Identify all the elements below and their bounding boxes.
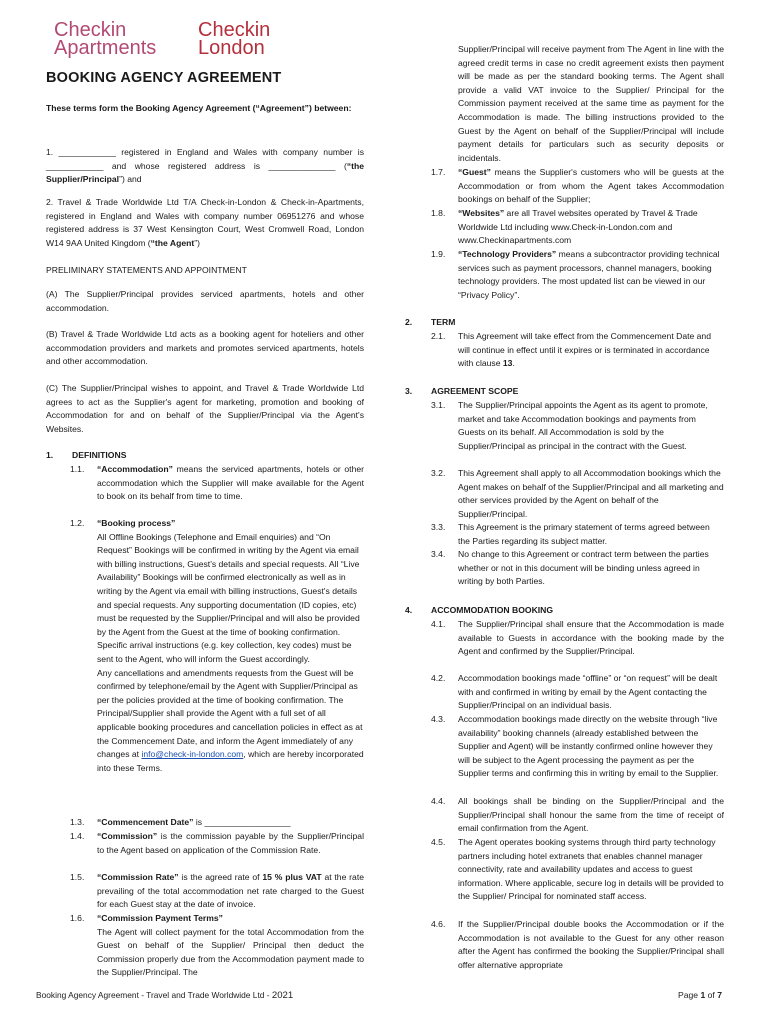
prelim-a: (A) The Supplier/Principal provides serviced apartments, hotels and other accommodation. — [46, 289, 364, 313]
document-title: BOOKING AGENCY AGREEMENT — [46, 70, 282, 86]
email-link[interactable]: info@check-in-london.com — [141, 749, 244, 760]
prelim-c: (C) The Supplier/Principal wishes to appoint, and Travel & Trade Worldwide Ltd agrees to act as the Supplier's agent for marketing, promotion and booking of Accommodation for and on behalf of the Supplier/Principal via the Agent's Websites. — [46, 383, 364, 434]
checkin-london-logo: Checkin London — [198, 19, 271, 59]
party-supplier: 1. ____________ registered in England and Wales with company number is ____________ and whose registered address is ______________ (“the Supplier/Principal”) and — [46, 147, 364, 185]
intro-text: These terms form the Booking Agency Agreement (“Agreement”) between: — [46, 103, 352, 113]
prelim-b: (B) Travel & Trade Worldwide Ltd acts as a booking agent for hoteliers and other accommodation providers and markets and promotes serviced apartments, hotels and other accommodation. — [46, 329, 364, 367]
footer-document-label: Booking Agency Agreement - Travel and Trade Worldwide Ltd - 2021 — [36, 990, 294, 1001]
checkin-apartments-logo: Checkin Apartments — [54, 19, 157, 59]
prelim-heading: PRELIMINARY STATEMENTS AND APPOINTMENT — [46, 265, 247, 275]
party-agent: 2. Travel & Trade Worldwide Ltd T/A Check-in-London & Check-in-Apartments, registered in England and Wales with company number 06951276 and whose registered address is 37 West Kensington Court, West Cromwell Road, London W14 9AA United Kingdom (“the Agent”) — [46, 197, 364, 248]
document-page: Checkin Apartments Checkin London BOOKING AGENCY AGREEMENT These terms form the Booking Agency Agreement (“Agreement”) between: 1. ____________ registered in England and Wales with company number is ____________ and whose registered address is ______________ (“the Supplier/Principal”) and 2. Travel & Trade Worldwide Ltd T/A Check-in-London & Check-in-Apartments, registered in England and Wales with company number 06951276 and whose registered address is 37 West Kensington Court, West Cromwell Road, London W14 9AA United Kingdom (“the Agent”) PRELIMINARY STATEMENTS AND APPOINTMENT (A) The Supplier/Principal provides serviced apartments, hotels and other accommodation. (B) Travel & Trade Worldwide Ltd acts as a booking agent for hoteliers and other accommodation providers and markets and promotes serviced apartments, hotels and other accommodation. (C) The Supplier/Principal wishes to appoint, and Travel & Trade Worldwide Ltd agrees to act as the Supplier's agent for marketing, promotion and booking of Accommodation for and on behalf of the Supplier/Principal via the Agent's Websites. 1. DEFINITIONS 1.1. “Accommodation” means the serviced apartments, hotels or other accommodation which the Supplier will make available for the Agent to book on its behalf from time to time. 1.2. “Booking process” All Offline Bookings (Telephone and Email enquiries) and “On Request” Bookings will be confirmed in writing by the Agent via email with billing instructions, Guest's details and special requests. All “Live Availability” Bookings will be confirmed electronically as well as in writing by the Agent via email with billing instructions, Guest's details and special requests. Any supporting documentation (ID copies, etc) must be requested by the Supplier/Principal and will also be provided by the Agent from the Guest at the time of booking confirmation. Specific arrival instructions (e.g. key collection, key codes) must be sent to the Agent, who will inform the Guest accordingly. Any cancellations and amendments requests from the Guest will be confirmed by telephone/email by the Agent with Supplier/Principal as per the policies provided at the time of booking confirmation. The Principal/Supplier shall provide the Agent with a full set of all applicable booking procedures and cancellation policies in effect as at the Commencement Date, and inform the Agent immediately of any changes at info@check-in-london.com, which are hereby incorporated into these Terms. 1.3. “Commencement Date” is __________________ 1.4. “Commission” is the commission payable by the Supplier/Principal to the Agent based on application of the Commission Rate. 1.5. “Commission Rate” is the agreed rate of 15 % plus VAT at the rate prevailing of the total accommodation net rate charged to the Guest for each Guest stay at the date of invoice. 1.6. “Commission Payment Terms” The Agent will collect payment for the total Accommodation from the Guest on behalf of the Supplier/ Principal then deduct the Commission properly due from the Accommodation payment made to the Supplier/Principal. The Supplier/Principal will receive payment from The Agent in line with the agreed credit terms in case no credit agreement exists then payment will be made as per the standard booking terms. The Agent shall provide a valid VAT invoice to the Supplier/ Principal for the Commission payment received at the same time as payment for the Accommodation is made. The billing instructions provided to the Guest by the Agent on behalf of the Supplier/Principal will include payment details for particulars such as security deposits or incidentals. 1.7. “Guest” means the Supplier's customers who will be guests at the Accommodation or from whom the Agent takes Accommodation bookings on behalf of the Supplier; 1.8. “Websites” are all Travel websites operated by Travel & Trade Worldwide Ltd including www.Check-in-London.com and www.Checkinapartments.com 1.9. “Technology Providers” means a subcontractor providing technical services such as payment processors, channel managers, booking technology providers. The most updated list can be viewed in our “Privacy Policy”. 2. TERM 2.1. This Agreement will take effect from the Commencement Date and will continue in effect until it expires or is terminated in accordance with clause 13. 3. AGREEMENT SCOPE 3.1. The Supplier/Principal appoints the Agent as its agent to promote, market and take Accommodation bookings and payments from Guests on its behalf. All Accommodation is sold by the Supplier/Principal as principal in the contract with the Guest. 3.2. This Agreement shall apply to all Accommodation bookings which the Agent makes on behalf of the Supplier/Principal and all marketing and other services provided by the Agent on behalf of the Supplier/Principal. 3.3. This Agreement is the primary statement of terms agreed between the Parties regarding its subject matter. 3.4. No change to this Agreement or contract term between the parties whether or not in this document will be binding unless agreed in writing by both Parties. 4. ACCOMMODATION BOOKING 4.1. The Supplier/Principal shall ensure that the Accommodation is made available to Guests in accordance with the booking made by the Agent and confirmed by the Supplier/Principal. 4.2. Accommodation bookings made “offline” or “on request” will be dealt with and confirmed in writing by email by the Agent contacting the Supplier/Principal on an individual basis. 4.3. Accommodation bookings made directly on the website through “live availability” booking channels (already established between the Supplier and Agent) will be instantly confirmed online however they will be subject to the Agent processing the payment as per the Supplier terms and confirming this in writing by email to the Supplier. 4.4. All bookings shall be binding on the Supplier/Principal and the Supplier/Principal shall honour the same from the time of receipt of email confirmation from the Agent. 4.5. The Agent operates booking systems through third party technology partners including hotel extranets that enables channel manager connectivity, rate and availability updates and access to guest information. Where applicable, secure log in details will be provided to the Supplier/ Principal for nominated staff access. 4.6. If the Supplier/Principal double books the Accommodation or if the Accommodation is not available to the Guest for any other reason after the Agent has confirmed the booking the Supplier/Principal shall offer alternative appropriate Booking Agency Agreement - Travel and Trade Worldwide Ltd - 2021 Page 1 of 7 — [36, 19, 724, 1001]
footer-page-number: Page 1 of 7 — [678, 990, 722, 1000]
definition-1-6-continued: Supplier/Principal will receive payment from The Agent in line with the agreed credit terms in case no credit agreement exists then payment will be made as per the standard booking terms. The Agent shall provide a valid VAT invoice to the Supplier/ Principal for the Commission payment received at the same time as payment for the Accommodation is made. The billing instructions provided to the Guest by the Agent on behalf of the Supplier/Principal will include payment details for particulars such as security deposits or incidentals. — [458, 44, 724, 163]
